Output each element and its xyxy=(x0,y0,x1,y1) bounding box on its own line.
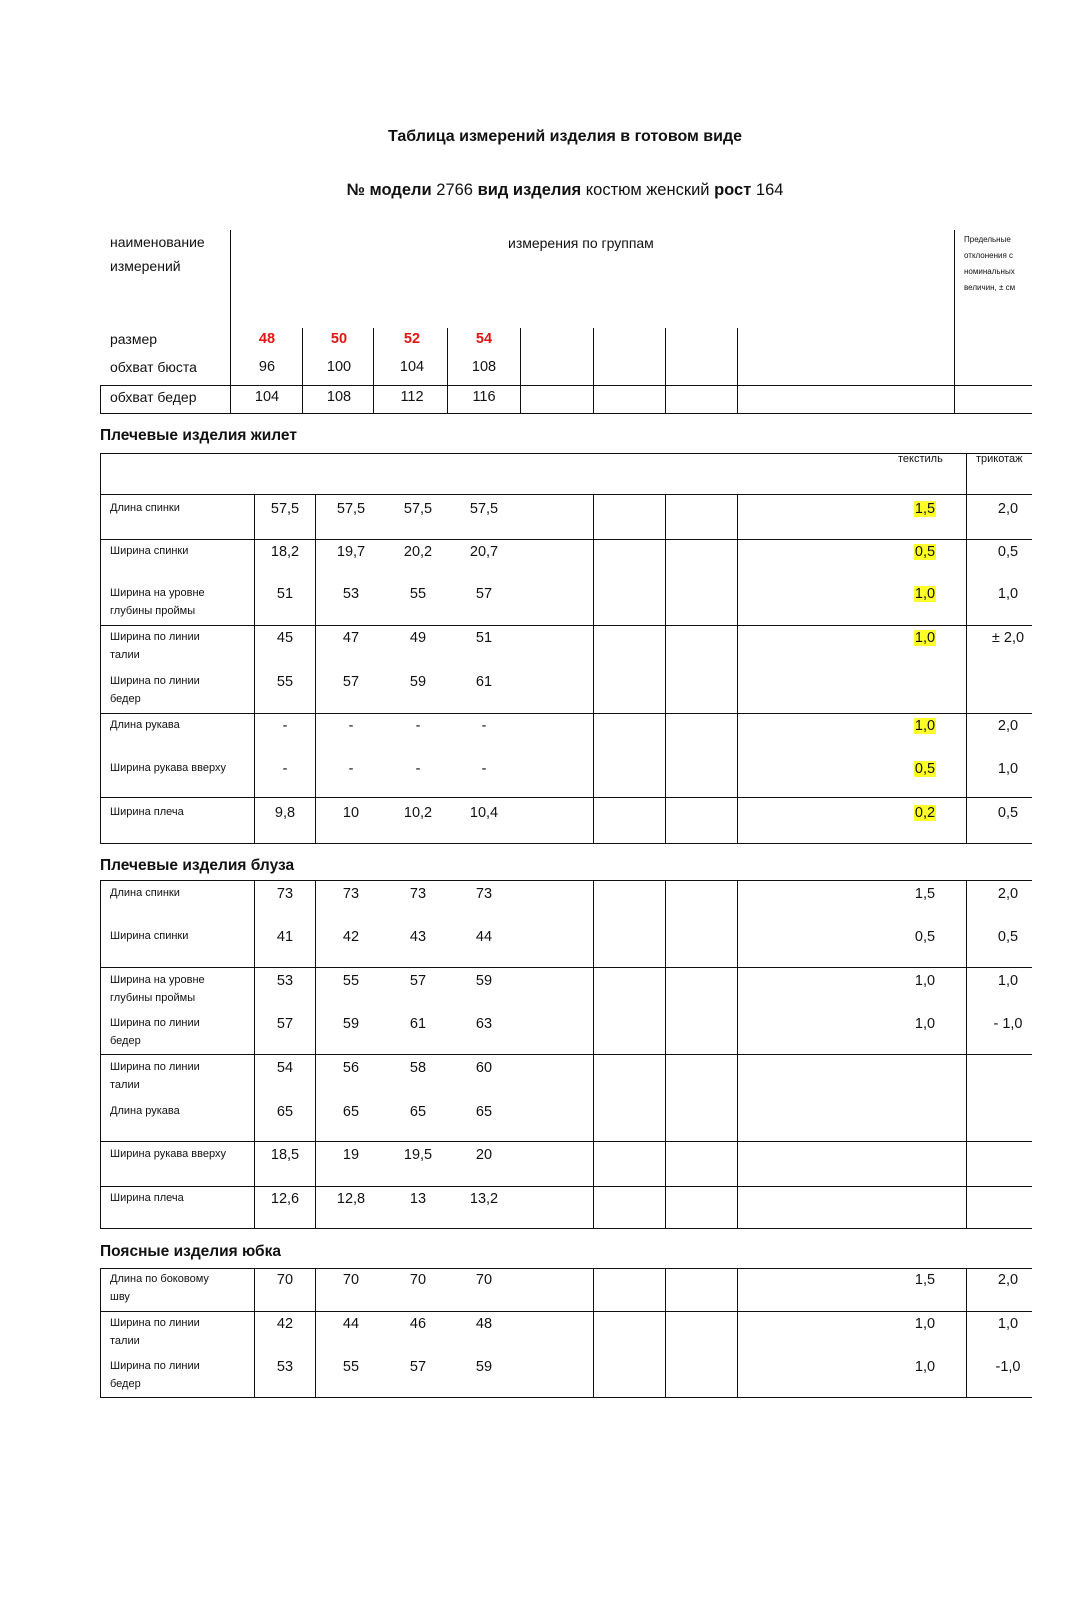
skirt-row-label: Ширина по линии xyxy=(110,1360,200,1372)
page-title: Таблица измерений изделия в готовом виде xyxy=(387,128,743,145)
blouse-table-top xyxy=(100,880,1032,881)
vest-tolerance-textile xyxy=(905,718,945,734)
vest-value: 49 xyxy=(409,630,427,646)
table-rule xyxy=(373,328,374,413)
skirt-row-label: Ширина по линии xyxy=(110,1317,200,1329)
skirt-value: 55 xyxy=(342,1359,360,1375)
blouse-row-divider xyxy=(100,1186,1032,1187)
vest-row-label: талии xyxy=(110,649,140,661)
header-row-label: обхват бюста xyxy=(110,359,197,375)
vest-tolerance-textile-highlight: 1,0 xyxy=(914,630,936,646)
groups-header: измерения по группам xyxy=(508,235,654,251)
vest-tolerance-knit: 1,0 xyxy=(997,761,1019,777)
vest-value: 51 xyxy=(475,630,493,646)
blouse-value: 18,5 xyxy=(270,1147,300,1163)
subtitle-kind-label: вид изделия xyxy=(477,181,582,199)
vest-row-label: Ширина по линии xyxy=(110,675,200,687)
vest-value: - xyxy=(415,718,421,734)
skirt-tolerance-textile: 1,5 xyxy=(914,1272,936,1288)
skirt-value: 57 xyxy=(409,1359,427,1375)
skirt-value: 70 xyxy=(276,1272,294,1288)
deviation-header-1: Предельные xyxy=(964,235,1011,244)
header-cell: 104 xyxy=(254,389,280,405)
header-cell: 100 xyxy=(326,359,352,375)
vest-tolerance-textile-highlight: 1,0 xyxy=(914,718,936,734)
header-cell: 50 xyxy=(330,331,348,347)
skirt-value: 59 xyxy=(475,1359,493,1375)
blouse-value: 19,5 xyxy=(403,1147,433,1163)
vest-value: - xyxy=(282,718,288,734)
header-cell: 104 xyxy=(399,359,425,375)
vest-value: - xyxy=(481,761,487,777)
deviation-header-4: величин, ± см xyxy=(964,283,1016,292)
blouse-value: 42 xyxy=(342,929,360,945)
vest-tolerance-textile-highlight: 0,5 xyxy=(914,761,936,777)
vest-value: 53 xyxy=(342,586,360,602)
skirt-row-label: шву xyxy=(110,1291,130,1303)
blouse-row-label: Длина спинки xyxy=(110,887,180,899)
blouse-value: 13 xyxy=(409,1191,427,1207)
vest-tolerance-textile xyxy=(905,544,945,560)
header-cell: 96 xyxy=(258,359,276,375)
blouse-tolerance-textile: 1,0 xyxy=(914,1016,936,1032)
table-rule xyxy=(593,328,594,413)
header-cell: 48 xyxy=(258,331,276,347)
table-rule xyxy=(302,328,303,413)
skirt-section-title: Поясные изделия юбка xyxy=(100,1243,281,1260)
knit-col-header: трикотаж xyxy=(976,453,1023,465)
blouse-value: 65 xyxy=(276,1104,294,1120)
subtitle-kind: костюм женский xyxy=(585,181,710,199)
vest-value: 55 xyxy=(276,674,294,690)
deviation-header-2: отклонения с xyxy=(964,251,1014,260)
blouse-value: 57 xyxy=(409,973,427,989)
vest-tolerance-textile xyxy=(905,501,945,517)
blouse-value: 12,8 xyxy=(336,1191,366,1207)
blouse-tolerance-knit: - 1,0 xyxy=(993,1016,1023,1032)
vest-row-label: Ширина на уровне xyxy=(110,587,205,599)
blouse-tolerance-textile: 0,5 xyxy=(914,929,936,945)
vest-value: 57,5 xyxy=(270,501,300,517)
blouse-value: 55 xyxy=(342,973,360,989)
blouse-value: 61 xyxy=(409,1016,427,1032)
page-subtitle xyxy=(0,181,1066,200)
vest-value: 20,2 xyxy=(403,544,433,560)
vest-row-divider xyxy=(100,713,1032,714)
vest-row-divider xyxy=(100,539,1032,540)
subtitle-height: 164 xyxy=(755,181,784,199)
blouse-value: 63 xyxy=(475,1016,493,1032)
header-row-label: обхват бедер xyxy=(110,389,197,405)
vest-value: - xyxy=(282,761,288,777)
table-rule xyxy=(966,1268,967,1397)
vest-row-label: Ширина плеча xyxy=(110,806,184,818)
blouse-value: 56 xyxy=(342,1060,360,1076)
table-rule xyxy=(593,494,594,843)
subtitle-model-number: 2766 xyxy=(436,181,473,199)
header-rule xyxy=(100,385,1032,386)
blouse-value: 60 xyxy=(475,1060,493,1076)
blouse-row-label: Ширина спинки xyxy=(110,930,189,942)
vest-row-label: Ширина спинки xyxy=(110,545,189,557)
skirt-value: 44 xyxy=(342,1316,360,1332)
blouse-section-title: Плечевые изделия блуза xyxy=(100,857,295,874)
table-rule xyxy=(100,1268,101,1397)
header-cell: 108 xyxy=(326,389,352,405)
table-rule xyxy=(520,328,521,413)
blouse-value: 58 xyxy=(409,1060,427,1076)
vest-value: 10 xyxy=(342,805,360,821)
vest-value: 51 xyxy=(276,586,294,602)
vest-value: - xyxy=(415,761,421,777)
subtitle-model-label: № модели xyxy=(346,181,432,199)
blouse-value: 54 xyxy=(276,1060,294,1076)
blouse-row-label: бедер xyxy=(110,1035,141,1047)
table-rule xyxy=(665,328,666,413)
vest-tolerance-textile xyxy=(905,805,945,821)
blouse-row-divider xyxy=(100,1141,1032,1142)
skirt-value: 70 xyxy=(475,1272,493,1288)
table-rule xyxy=(665,494,666,843)
blouse-value: 12,6 xyxy=(270,1191,300,1207)
skirt-value: 70 xyxy=(409,1272,427,1288)
vest-row-label: Ширина рукава вверху xyxy=(110,762,226,774)
vest-value: 18,2 xyxy=(270,544,300,560)
skirt-tolerance-knit: 2,0 xyxy=(997,1272,1019,1288)
blouse-tolerance-textile: 1,5 xyxy=(914,886,936,902)
skirt-value: 48 xyxy=(475,1316,493,1332)
blouse-tolerance-knit: 2,0 xyxy=(997,886,1019,902)
skirt-tolerance-knit: -1,0 xyxy=(995,1359,1021,1375)
blouse-value: 65 xyxy=(409,1104,427,1120)
vest-value: - xyxy=(348,761,354,777)
blouse-value: 13,2 xyxy=(469,1191,499,1207)
vest-value: 47 xyxy=(342,630,360,646)
blouse-value: 59 xyxy=(475,973,493,989)
vest-value: - xyxy=(348,718,354,734)
header-cell: 112 xyxy=(400,389,424,405)
vest-row-label: Длина спинки xyxy=(110,502,180,514)
blouse-row-label: Ширина по линии xyxy=(110,1061,200,1073)
vest-tolerance-textile-highlight: 1,5 xyxy=(914,501,936,517)
table-rule xyxy=(737,494,738,843)
blouse-tolerance-knit: 0,5 xyxy=(997,929,1019,945)
vest-tolerance-knit: ± 2,0 xyxy=(991,630,1025,646)
skirt-value: 70 xyxy=(342,1272,360,1288)
name-col-header-2: измерений xyxy=(110,258,181,274)
blouse-row-label: Ширина рукава вверху xyxy=(110,1148,226,1160)
vest-tolerance-knit: 1,0 xyxy=(997,586,1019,602)
vest-row-label: глубины проймы xyxy=(110,605,196,617)
vest-value: 10,4 xyxy=(469,805,499,821)
vest-value: 57,5 xyxy=(336,501,366,517)
header-cell: 116 xyxy=(472,389,496,405)
table-rule xyxy=(315,494,316,843)
vest-tolerance-knit: 2,0 xyxy=(997,501,1019,517)
blouse-row-label: Ширина на уровне xyxy=(110,974,205,986)
vest-value: 19,7 xyxy=(336,544,366,560)
vest-value: 55 xyxy=(409,586,427,602)
vest-value: 9,8 xyxy=(274,805,296,821)
blouse-value: 73 xyxy=(276,886,294,902)
vest-table-bottom xyxy=(100,843,1032,844)
textile-col-header: текстиль xyxy=(898,453,943,465)
vest-value: 61 xyxy=(475,674,493,690)
skirt-value: 53 xyxy=(276,1359,294,1375)
blouse-value: 65 xyxy=(475,1104,493,1120)
table-rule xyxy=(737,328,738,413)
blouse-value: 73 xyxy=(342,886,360,902)
table-rule xyxy=(665,1268,666,1397)
skirt-row-divider xyxy=(100,1311,1032,1312)
subtitle-height-label: рост xyxy=(714,181,752,199)
name-col-header-1: наименование xyxy=(110,234,205,250)
deviation-header-3: номинальных xyxy=(964,267,1015,276)
skirt-tolerance-knit: 1,0 xyxy=(997,1316,1019,1332)
vest-value: 10,2 xyxy=(403,805,433,821)
vest-value: 57 xyxy=(342,674,360,690)
blouse-value: 43 xyxy=(409,929,427,945)
table-rule xyxy=(100,453,101,843)
blouse-tolerance-textile: 1,0 xyxy=(914,973,936,989)
vest-tolerance-textile xyxy=(905,586,945,602)
table-rule xyxy=(966,453,967,843)
blouse-value: 53 xyxy=(276,973,294,989)
vest-value: 20,7 xyxy=(469,544,499,560)
vest-tolerance-textile-highlight: 0,5 xyxy=(914,544,936,560)
vest-row-label: Длина рукава xyxy=(110,719,180,731)
blouse-value: 65 xyxy=(342,1104,360,1120)
vest-value: 57,5 xyxy=(403,501,433,517)
blouse-row-label: талии xyxy=(110,1079,140,1091)
vest-row-label: бедер xyxy=(110,693,141,705)
table-rule xyxy=(254,494,255,843)
blouse-table-bottom xyxy=(100,1228,1032,1229)
table-rule xyxy=(954,230,955,413)
skirt-row-label: бедер xyxy=(110,1378,141,1390)
blouse-row-label: Ширина плеча xyxy=(110,1192,184,1204)
header-cell: 52 xyxy=(403,331,421,347)
vest-row-label: Ширина по линии xyxy=(110,631,200,643)
blouse-value: 57 xyxy=(276,1016,294,1032)
skirt-tolerance-textile: 1,0 xyxy=(914,1316,936,1332)
vest-tolerance-knit: 0,5 xyxy=(997,544,1019,560)
blouse-value: 19 xyxy=(342,1147,360,1163)
skirt-row-label: талии xyxy=(110,1335,140,1347)
skirt-row-label: Длина по боковому xyxy=(110,1273,209,1285)
vest-tolerance-textile-highlight: 1,0 xyxy=(914,586,936,602)
table-rule xyxy=(737,1268,738,1397)
vest-row-divider xyxy=(100,797,1032,798)
skirt-value: 46 xyxy=(409,1316,427,1332)
skirt-value: 42 xyxy=(276,1316,294,1332)
table-rule xyxy=(230,230,231,413)
blouse-row-divider xyxy=(100,967,1032,968)
vest-value: 59 xyxy=(409,674,427,690)
blouse-value: 73 xyxy=(409,886,427,902)
skirt-tolerance-textile: 1,0 xyxy=(914,1359,936,1375)
header-row-label: размер xyxy=(110,331,158,347)
vest-value: 45 xyxy=(276,630,294,646)
table-rule xyxy=(254,1268,255,1397)
blouse-row-label: Ширина по линии xyxy=(110,1017,200,1029)
blouse-row-label: глубины проймы xyxy=(110,992,196,1004)
vest-row-divider xyxy=(100,625,1032,626)
blouse-value: 59 xyxy=(342,1016,360,1032)
blouse-tolerance-knit: 1,0 xyxy=(997,973,1019,989)
table-rule xyxy=(593,1268,594,1397)
vest-tolerance-textile xyxy=(905,630,945,646)
blouse-value: 20 xyxy=(475,1147,493,1163)
vest-value: 57,5 xyxy=(469,501,499,517)
vest-section-title: Плечевые изделия жилет xyxy=(100,427,297,444)
vest-value: - xyxy=(481,718,487,734)
blouse-row-divider xyxy=(100,1054,1032,1055)
table-rule xyxy=(100,385,101,413)
vest-row-divider xyxy=(100,494,1032,495)
table-rule xyxy=(315,1268,316,1397)
skirt-table-top xyxy=(100,1268,1032,1269)
vest-tolerance-textile xyxy=(905,761,945,777)
vest-tolerance-knit: 2,0 xyxy=(997,718,1019,734)
blouse-value: 44 xyxy=(475,929,493,945)
table-rule xyxy=(447,328,448,413)
blouse-value: 73 xyxy=(475,886,493,902)
header-rule xyxy=(100,413,1032,414)
header-cell: 108 xyxy=(471,359,497,375)
blouse-value: 41 xyxy=(276,929,294,945)
vest-tolerance-knit: 0,5 xyxy=(997,805,1019,821)
vest-tolerance-textile-highlight: 0,2 xyxy=(914,805,936,821)
blouse-row-label: Длина рукава xyxy=(110,1105,180,1117)
header-cell: 54 xyxy=(475,331,493,347)
skirt-table-bottom xyxy=(100,1397,1032,1398)
vest-table-top xyxy=(100,453,1032,454)
vest-value: 57 xyxy=(475,586,493,602)
